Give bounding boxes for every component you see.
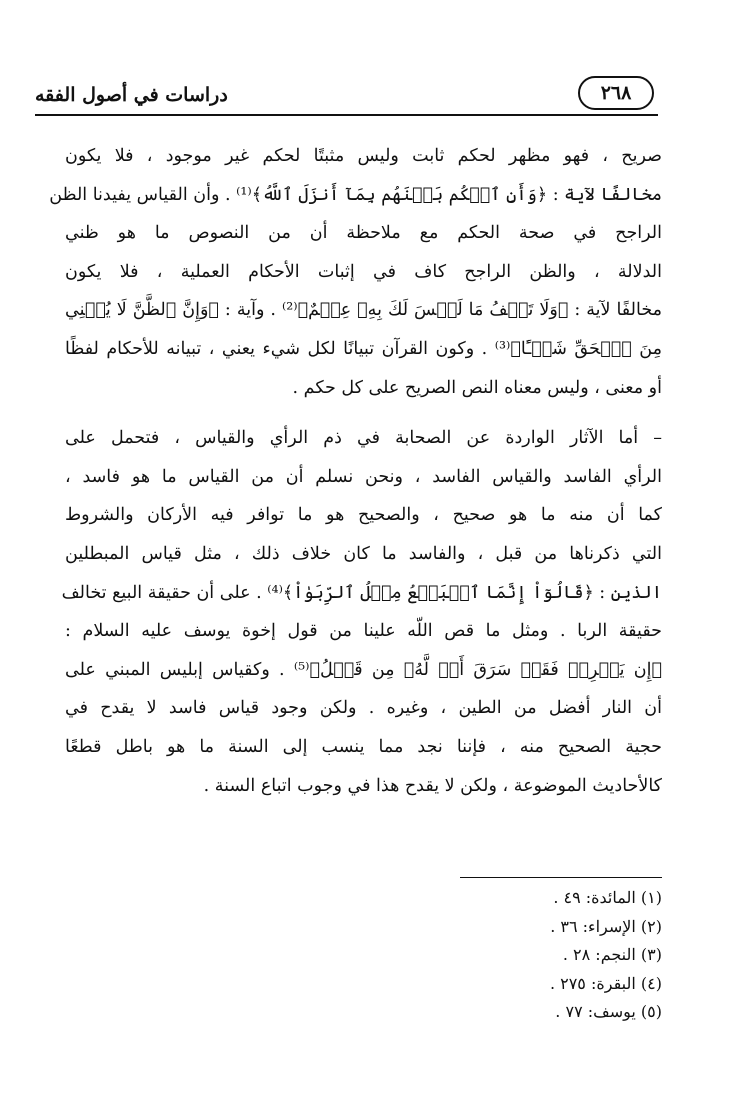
text-line: الرأي الفاسد والقياس الفاسد ، ونحن نسلم أن من القياس ما هو فاسد ، xyxy=(65,466,662,487)
footnote-rule xyxy=(460,877,662,878)
header-rule xyxy=(35,114,658,116)
text-line: كما أن منه ما هو صحيح ، والصحيح هو ما توافر فيه الأركان والشروط xyxy=(65,505,662,526)
text-line: الدلالة ، والظن الراجح كاف في إثبات الأحكام العملية ، فلا يكون xyxy=(65,261,662,282)
footnote: (٣) النجم: ٢٨ . xyxy=(562,945,662,964)
text-line: – أما الآثار الواردة عن الصحابة في ذم الرأي والقياس ، فتحمل على xyxy=(65,428,662,449)
text-line: أو معنى ، وليس معناه النص الصريح على كل حكم . xyxy=(292,377,662,398)
text-line: حجية الصحيح منه ، فإننا نجد مما ينسب إلى السنة ما هو باطل قطعًا xyxy=(65,736,662,757)
text-line: حقيقة الربا . ومثل ما قص اللّه علينا من قول إخوة يوسف عليه السلام : xyxy=(65,621,662,642)
running-header-title: دراسات في أصول الفقه xyxy=(35,84,228,106)
text-line: الذين : ﴿قَالُوٓاْ إِنَّمَا ٱلۡبَيۡعُ مِثۡلُ ٱلرِّبَوٰاْ﴾⁽⁴⁾ . على أن حقيقة البيع تخالف xyxy=(61,582,662,603)
main-text xyxy=(49,137,662,805)
footnote: (١) المائدة: ٤٩ . xyxy=(553,888,662,907)
page-number-badge: ٢٦٨ xyxy=(578,76,654,110)
text-line: كالأحاديث الموضوعة ، ولكن لا يقدح هذا في وجوب اتباع السنة . xyxy=(203,775,662,796)
text-line: التي ذكرناها من قبل ، والفاسد ما كان خلاف ذلك ، مثل قياس المبطلين xyxy=(65,543,662,564)
paragraph xyxy=(61,419,662,805)
footnote: (٥) يوسف: ٧٧ . xyxy=(555,1002,662,1021)
text-line: صريح ، فهو مظهر لحكم ثابت وليس مثبتًا لحكم غير موجود ، فلا يكون xyxy=(65,146,662,166)
text-line: الراجح في صحة الحكم مع ملاحظة أن من النصوص ما هو ظني xyxy=(65,223,662,244)
footnote: (٢) الإسراء: ٣٦ . xyxy=(550,916,662,936)
text-line: مِنَ ٱلۡحَقِّ شَيۡـًٔا﴾⁽³⁾ . وكون القرآن تبيانًا لكل شيء يعني ، تبيانه للأحكام لفظًا xyxy=(65,338,662,359)
footnote: (٤) البقرة: ٢٧٥ . xyxy=(549,973,662,993)
paragraph xyxy=(49,137,662,407)
text-line: ﴿إِن يَسۡرِقۡ فَقَدۡ سَرَقَ أَخٞ لَّهُۥ مِن قَبۡلُ﴾⁽⁵⁾ . وكقياس إبليس المبني على xyxy=(65,659,662,680)
footnotes xyxy=(430,884,662,1027)
text-line: أن النار أفضل من الطين ، وغيره . ولكن وجود قياس فاسد لا يقدح في xyxy=(65,698,662,719)
text-line: مخالفًا لآية : ﴿وَأَنِ ٱحۡكُم بَيۡنَهُم بِمَآ أَنزَلَ ٱللَّهُ﴾⁽¹⁾ . وأن القياس يفيدنا الظن xyxy=(49,184,662,205)
text-line: مخالفًا لآية : ﴿وَلَا تَقۡفُ مَا لَيۡسَ لَكَ بِهِۦ عِلۡمٌ﴾⁽²⁾ . وآية : ﴿وَإِنَّ ٱلظَّنَّ لَا يُغۡنِي xyxy=(65,300,662,321)
